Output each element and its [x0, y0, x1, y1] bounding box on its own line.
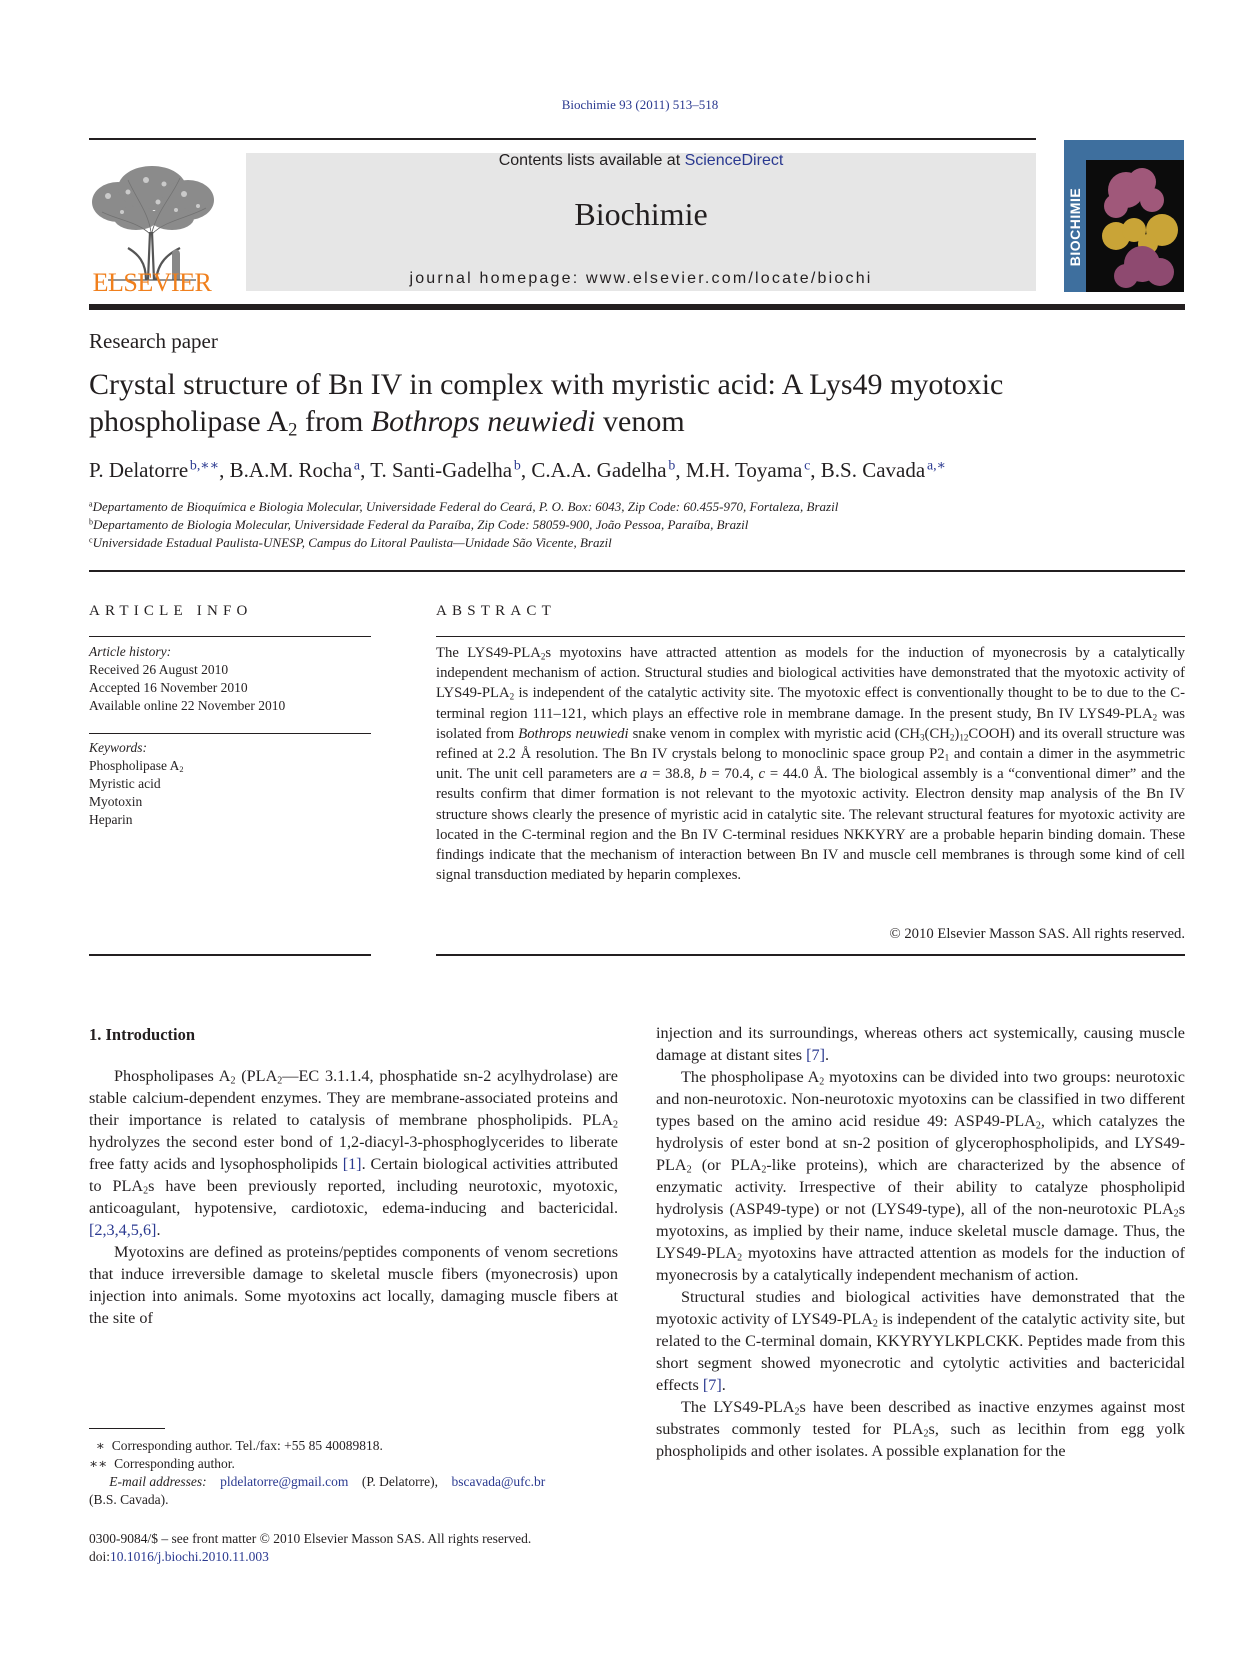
footnote-rule — [89, 1428, 165, 1429]
paragraph: injection and its surroundings, whereas others act systemically, causing muscle damage at distant sites [7]. — [656, 1024, 1185, 1064]
article-title — [89, 366, 1199, 440]
front-matter-line: 0300-9084/$ – see front matter © 2010 Elsevier Masson SAS. All rights reserved. — [89, 1531, 532, 1546]
abstract-text: The $LYS49-PLA_2s$ myotoxins have attracted attention as models for the induction of myonecrosis by a catalytically independent mechanism of action. Structural studies and biological activities have demonstrated that the myotoxic activity of $LYS49-PLA_2$ is independent of the catalytic activity site. The myotoxic effect is conventionally thought to be to due to the C-terminal region 111–121, which plays an effective role in membrane damage. In the present study, Bn IV $LYS49-PLA_2$ was isolated from Bothrops neuwiedi snake venom in complex with myristic acid $(CH_3(CH_2)_{12}COOH)$ and its overall structure was refined at 2.2 Å resolution. The Bn IV crystals belong to monoclinic space group $P2_1$ and contain a dimer in the asymmetric unit. The unit cell parameters are a = 38.8, b = 70.4, c = 44.0 Å. The biological assembly is a “conventional dimer” and the results confirm that dimer formation is not relevant to the myotoxic activity. Electron density map analysis of the Bn IV structure shows clearly the presence of myristic acid in catalytic site. The relevant structural features for myotoxic activity are located in the C-terminal region and the Bn IV C-terminal residues NKKYRY are a probable heparin binding domain. These findings indicate that the mechanism of interaction between Bn IV and muscle cell membranes is through some kind of cell signal transduction mediated by heparin complexes. — [436, 645, 1186, 884]
online-date: Available online 22 November 2010 — [89, 698, 286, 713]
affiliation-a: $^a$Departamento de Bioquímica e Biologia Molecular, Universidade Federal do Ceará, P. O. Box: 6043, Zip Code: 60.455-970, Fortaleza, Brazil — [89, 499, 839, 514]
keyword: Myotoxin — [89, 794, 143, 809]
body-column-right — [656, 1022, 1185, 1462]
abstract-heading: ABSTRACT — [436, 603, 556, 619]
keyword: Phospholipase $A_2$ — [89, 758, 184, 775]
author: P. Delatorre $^{b,∗∗}$, — [89, 457, 230, 482]
footnote-emails: E-mail addresses: pldelatorre@gmail.com (P. Delatorre), bscavada@ufc.br (B.S. Cavada). — [89, 1474, 546, 1507]
section-heading-introduction: 1. Introduction — [89, 1025, 196, 1044]
footnote-corresponding-2: ∗∗ Corresponding author. — [89, 1456, 235, 1471]
author: M.H. Toyama $^c$, — [685, 457, 821, 482]
doi-link[interactable]: 10.1016/j.biochi.2010.11.003 — [110, 1549, 269, 1564]
paragraph: Structural studies and biological activities have demonstrated that the myotoxic activity of $LYS49-PLA_2$ is independent of the catalytic activity site, but related to the C-terminal domain, KKYRYYLKPLCKK. Peptides made from this short segment showed myonecrotic and cytolytic activities and bactericidal effects [7]. — [656, 1288, 1186, 1394]
keyword: Heparin — [89, 812, 133, 827]
contents-prefix: Contents lists available at — [498, 152, 685, 169]
body-column-left — [89, 1065, 618, 1329]
keywords — [89, 739, 371, 829]
author: B.A.M. Rocha $^a$, — [229, 457, 371, 482]
doi-line: doi:10.1016/j.biochi.2010.11.003 — [89, 1549, 269, 1564]
author-list — [89, 456, 1199, 484]
abstract-copyright: © 2010 Elsevier Masson SAS. All rights reserved. — [889, 926, 1185, 942]
article-history — [89, 643, 371, 715]
title-bottom-rule — [89, 570, 1185, 572]
keywords-rule — [89, 733, 371, 734]
paragraph: The phospholipase $A_2$ myotoxins can be divided into two groups: neurotoxic and non-neurotoxic. Non-neurotoxic myotoxins can be classified in two different types based on the amino acid residue 49: $ASP49-PLA_2$, which catalyzes the hydrolysis of ester bond at sn-2 position of glycerophospholipids, and $LYS49-PLA_2$ (or $PLA_2$-like proteins), which are characterized by the absence of enzymatic activity. Irrespective of their ability to catalyze phospholipid hydrolysis (ASP49-type) or not (LYS49-type), all of the non-neurotoxic $PLA_2s$ myotoxins, as implied by their name, induce skeletal muscle damage. Thus, the $LYS49-PLA_2$ myotoxins have attracted attention as models for the induction of myonecrosis by a catalytically independent mechanism of action. — [656, 1068, 1185, 1284]
keyword: Myristic acid — [89, 776, 161, 791]
footnote-corresponding-1: ∗ Corresponding author. Tel./fax: +55 85 40089818. — [95, 1438, 383, 1453]
elsevier-wordmark: ELSEVIER — [92, 268, 212, 297]
cover-label: BIOCHIMIE — [1067, 187, 1083, 267]
accepted-date: Accepted 16 November 2010 — [89, 680, 248, 695]
abstract-bottom-rule — [436, 954, 1185, 956]
front-matter — [89, 1530, 618, 1566]
journal-cover-thumbnail — [1064, 140, 1184, 292]
email-link[interactable]: bscavada@ufc.br — [451, 1474, 546, 1489]
title-line-2: phospholipase $A_2$ from Bothrops neuwiedi venom — [89, 405, 685, 441]
contents-line — [246, 152, 1036, 170]
author: C.A.A. Gadelha $^b$, — [531, 457, 686, 482]
article-type: Research paper — [89, 329, 218, 353]
email-link[interactable]: pldelatorre@gmail.com — [220, 1474, 349, 1489]
history-label: Article history: — [89, 644, 172, 659]
journal-title: Biochimie — [574, 196, 708, 232]
author: T. Santi-Gadelha $^b$, — [370, 457, 532, 482]
affiliation-c: $^c$Universidade Estadual Paulista-UNESP, Campus do Litoral Paulista—Unidade São Vicente, Brazil — [89, 535, 612, 550]
abstract-rule — [436, 636, 1185, 637]
header-bottom-rule — [89, 304, 1185, 310]
author: B.S. Cavada $^{a,∗}$ — [820, 457, 947, 482]
protein-structure-image — [1086, 160, 1184, 292]
journal-citation[interactable]: Biochimie 93 (2011) 513–518 — [561, 97, 719, 112]
header-top-rule — [89, 138, 1036, 140]
affiliation-b: $^b$Departamento de Biologia Molecular, Universidade Federal da Paraíba, Zip Code: 58059-900, João Pessoa, Paraíba, Brazil — [89, 517, 749, 532]
article-info-heading: ARTICLE INFO — [89, 603, 253, 619]
paragraph: Phospholipases $A_2$ ($PLA_2—EC$ 3.1.1.4, phosphatide sn-2 acylhydrolase) are stable calcium-dependent enzymes. They are membrane-associated proteins and their importance is related to catalysis of membrane phospholipids. $PLA_2$ hydrolyzes the second ester bond of 1,2-diacyl-3-phosphoglycerides to liberate free fatty acids and lysophospholipids [1]. Certain biological activities attributed to $PLA_2s$ have been previously reported, including neurotoxic, myotoxic, anticoagulant, hypotensive, cardiotoxic, edema-inducing and bactericidal. [2,3,4,5,6]. — [89, 1067, 618, 1239]
received-date: Received 26 August 2010 — [89, 662, 229, 677]
journal-homepage[interactable]: journal homepage: www.elsevier.com/locate/biochi — [409, 270, 873, 287]
title-line-1: Crystal structure of Bn IV in complex with myristic acid: A Lys49 myotoxic — [89, 368, 1004, 401]
paragraph: Myotoxins are defined as proteins/peptides components of venom secretions that induce irreversible damage to skeletal muscle fibers (myonecrosis) upon injection into animals. Some myotoxins act locally, damaging muscle fibers at the site of — [89, 1243, 618, 1327]
article-info-rule — [89, 636, 371, 637]
keywords-label: Keywords: — [89, 740, 147, 755]
paragraph: The $LYS49-PLA_2s$ have been described as inactive enzymes against most substrates commonly tested for $PLA_2s$, such as lecithin from egg yolk phospholipids and other isolates. A possible explanation for the — [656, 1398, 1186, 1460]
article-info-bottom-rule — [89, 954, 371, 956]
cover-top-strip — [1064, 140, 1184, 160]
sciencedirect-link[interactable]: ScienceDirect — [684, 152, 784, 169]
